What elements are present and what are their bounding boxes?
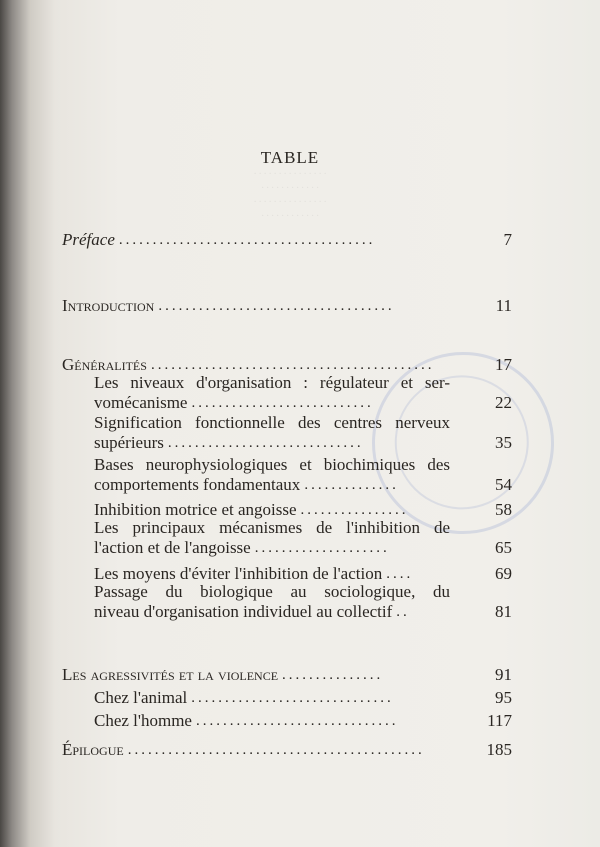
- toc-entry-label: Épilogue: [62, 740, 124, 759]
- toc-subentry-label: l'action et de l'angoisse: [94, 538, 251, 557]
- toc-subentry-line2: [94, 602, 512, 622]
- toc-subentry-label: niveau d'organisation individuel au collectif: [94, 602, 393, 621]
- toc-subentry-label: Les moyens d'éviter l'inhibition de l'action: [94, 564, 383, 583]
- dot-leader: ...................................: [158, 299, 395, 314]
- dot-leader: ................: [300, 503, 409, 518]
- toc-subentry-signification[interactable]: [94, 413, 512, 453]
- toc-subentry-label: Chez l'animal: [94, 688, 188, 707]
- page-number: 54: [495, 475, 512, 494]
- dot-leader: ..........................................: [150, 358, 435, 373]
- dot-leader: ..............: [304, 477, 399, 493]
- page-number: 69: [495, 564, 512, 583]
- toc-entry-epilogue[interactable]: [62, 732, 512, 758]
- dot-leader: ....: [386, 567, 414, 582]
- toc-subentry-mecanismes[interactable]: [94, 518, 512, 558]
- dot-leader: ..: [396, 604, 410, 620]
- toc-entry-label: Les agressivités et la violence: [62, 665, 279, 684]
- toc-subentry-niveaux[interactable]: [94, 373, 512, 413]
- page-number: 91: [495, 665, 512, 684]
- toc-subentry-label: comportements fondamentaux: [94, 475, 301, 494]
- toc-entry-preface[interactable]: [62, 222, 512, 248]
- toc-subentry-moyens[interactable]: [94, 556, 512, 582]
- dot-leader: ..............................: [191, 691, 394, 706]
- page-number: 58: [495, 500, 512, 519]
- toc-subentry-label: Chez l'homme: [94, 711, 192, 730]
- toc-subentry-line1: Signification fonctionnelle des centres nerveux: [94, 413, 450, 432]
- toc-subentry-line1: Bases neurophysiologiques et biochimiques des: [94, 455, 450, 474]
- bleed-through-text: · · · · · · · · · · · · · · · · · · · · · · · · · · · · · · · · · · · · · · · · · · · · · · · · · · · · · ·: [253, 169, 327, 222]
- dot-leader: ....................: [254, 540, 390, 556]
- toc-subentry-passage[interactable]: [94, 582, 512, 622]
- page-title: TABLE: [260, 148, 320, 167]
- page-number: 35: [495, 433, 512, 452]
- toc-subentry-line2: [94, 538, 512, 558]
- page-number: 11: [495, 296, 512, 315]
- toc-subentry-line2: [94, 393, 512, 413]
- toc-subentry-line1: Les niveaux d'organisation : régulateur et ser-: [94, 373, 450, 392]
- page-number: 81: [495, 602, 512, 621]
- toc-entry-introduction[interactable]: [62, 288, 512, 314]
- toc-entry-label: Introduction: [62, 296, 155, 315]
- toc-subentry-inhibition[interactable]: [94, 492, 512, 518]
- toc-subentry-homme[interactable]: [94, 703, 512, 729]
- toc-entry-label: Préface: [62, 230, 115, 249]
- page-number: 95: [495, 688, 512, 707]
- toc-entry-label: Généralités: [62, 355, 147, 374]
- dot-leader: .............................: [167, 435, 364, 451]
- page-number: 7: [503, 230, 512, 249]
- toc-subentry-label: Inhibition motrice et angoisse: [94, 500, 297, 519]
- toc-subentry-label: vomécanisme: [94, 393, 188, 412]
- dot-leader: ......................................: [118, 233, 376, 248]
- dot-leader: ...............: [282, 668, 384, 683]
- toc-entry-generalites[interactable]: [62, 347, 512, 373]
- page-number: 117: [487, 711, 512, 730]
- page-number: 22: [495, 393, 512, 412]
- toc-subentry-line1: Passage du biologique au sociologique, du: [94, 582, 450, 601]
- page-number: 185: [486, 740, 512, 759]
- toc-subentry-line1: Les principaux mécanismes de l'inhibition de: [94, 518, 450, 537]
- dot-leader: ...........................: [191, 395, 374, 411]
- toc-subentry-line2: [94, 433, 512, 453]
- toc-subentry-bases[interactable]: [94, 455, 512, 495]
- page-number: 65: [495, 538, 512, 557]
- dot-leader: ..............................: [195, 714, 399, 729]
- page-number: 17: [495, 355, 512, 374]
- dot-leader: ............................................: [127, 743, 425, 758]
- toc-subentry-label: supérieurs: [94, 433, 164, 452]
